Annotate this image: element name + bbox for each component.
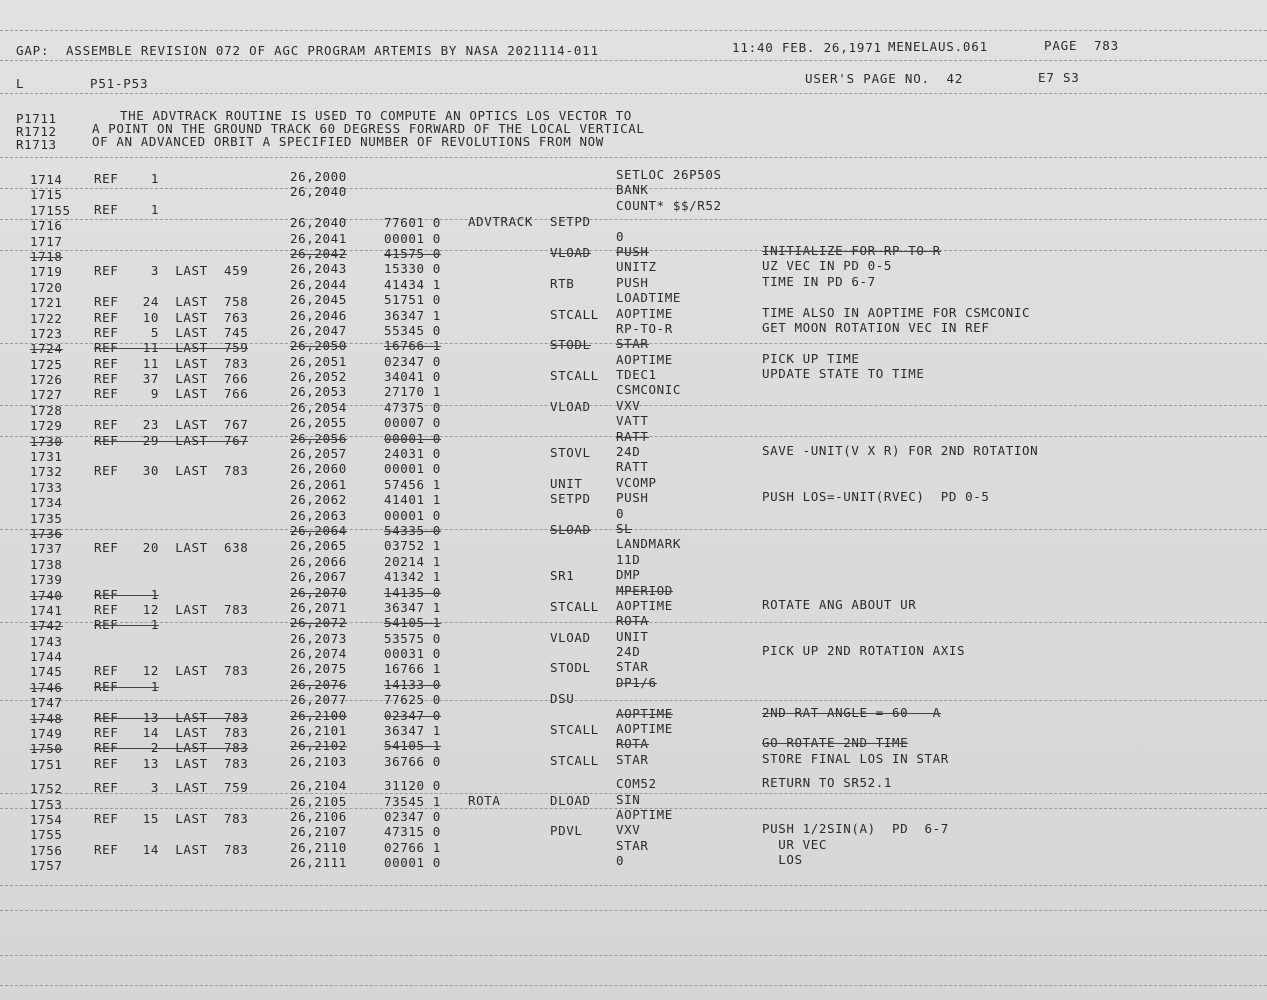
opcode: STCALL: [550, 598, 599, 614]
line-number: 1738: [30, 556, 63, 572]
operand: SIN: [616, 791, 641, 807]
line-comment: RETURN TO SR52.1: [762, 775, 893, 791]
address: 26,2053: [290, 384, 347, 400]
paper-rule: [0, 60, 1267, 62]
operand: AOPTIME: [616, 597, 673, 613]
line-comment: PUSH LOS=-UNIT(RVEC) PD 0-5: [762, 489, 990, 505]
octal-word: 00001 0: [384, 230, 441, 246]
line-number: 1734: [30, 495, 63, 511]
opcode: SETPD: [550, 214, 591, 230]
octal-word: 00001 0: [384, 461, 441, 477]
address: 26,2056: [290, 430, 347, 446]
line-number: 1724: [30, 341, 63, 357]
operand: CSMCONIC: [616, 382, 682, 398]
header-title: GAP: ASSEMBLE REVISION 072 OF AGC PROGRAM ARTEMIS BY NASA 2021114-011: [16, 43, 599, 58]
line-comment: STORE FINAL LOS IN STAR: [762, 750, 949, 766]
line-comment: GET MOON ROTATION VEC IN REF: [762, 319, 990, 335]
operand: RATT: [616, 428, 649, 444]
address: 26,2051: [290, 353, 347, 369]
opcode: STCALL: [550, 752, 599, 768]
address: 26,2047: [290, 322, 347, 338]
octal-word: 24031 0: [384, 446, 441, 462]
address: 26,2041: [290, 230, 347, 246]
operand: 24D: [616, 444, 641, 460]
line-number: 1753: [30, 796, 63, 812]
comment-line-number: R1712: [16, 124, 57, 139]
line-number: 1717: [30, 233, 63, 249]
octal-word: 55345 0: [384, 322, 441, 338]
octal-word: 15330 0: [384, 261, 441, 277]
octal-word: 54335 0: [384, 522, 441, 538]
opcode: PDVL: [550, 823, 583, 839]
line-number: 1745: [30, 664, 63, 680]
line-number: 1721: [30, 295, 63, 311]
address: 26,2075: [290, 661, 347, 677]
operand: 0: [616, 853, 625, 869]
ref-info: REF 14 LAST 783: [94, 725, 249, 741]
octal-word: 02347 0: [384, 707, 441, 723]
ref-info: REF 15 LAST 783: [94, 810, 249, 826]
ref-info: REF 12 LAST 783: [94, 601, 249, 617]
line-comment: UPDATE STATE TO TIME: [762, 366, 925, 382]
opcode: DSU: [550, 691, 575, 707]
paper-rule: [0, 529, 1267, 531]
line-number: 1756: [30, 842, 63, 858]
line-number: 1723: [30, 325, 63, 341]
operand: STAR: [616, 659, 649, 675]
line-number: 1714: [30, 172, 63, 187]
address: 26,2057: [290, 446, 347, 462]
address: 26,2067: [290, 569, 347, 585]
ref-info: REF 3 LAST 759: [94, 780, 249, 796]
line-number: 1746: [30, 679, 63, 695]
ref-info: REF 10 LAST 763: [94, 309, 249, 325]
line-comment: PICK UP 2ND ROTATION AXIS: [762, 643, 966, 659]
address: 26,2103: [290, 753, 347, 769]
ref-info: REF 9 LAST 766: [94, 386, 249, 402]
opcode: STOVL: [550, 445, 591, 461]
ref-info: REF 24 LAST 758: [94, 294, 249, 310]
paper-rule: [0, 955, 1267, 957]
log-section: P51-P53: [90, 76, 149, 91]
operand: LANDMARK: [616, 536, 682, 552]
opcode: STCALL: [550, 306, 599, 322]
opcode: STODL: [550, 337, 591, 353]
operand: 0: [616, 228, 625, 244]
octal-word: 36766 0: [384, 753, 441, 769]
line-comment: ROTATE ANG ABOUT UR: [762, 596, 917, 612]
octal-word: 36347 1: [384, 599, 441, 615]
operand: ROTA: [616, 736, 649, 752]
users-page-number: USER'S PAGE NO. 42: [805, 71, 964, 86]
operand: UNIT: [616, 628, 649, 644]
address: 26,2106: [290, 808, 347, 824]
operand: AOPTIME: [616, 351, 673, 367]
operand: UNITZ: [616, 259, 657, 275]
operand: AOPTIME: [616, 305, 673, 321]
operand: STAR: [616, 336, 649, 352]
octal-word: 03752 1: [384, 538, 441, 554]
ref-info: REF 12 LAST 783: [94, 663, 249, 679]
operand: AOPTIME: [616, 705, 673, 721]
operand: 0: [616, 505, 625, 521]
ref-info: REF 13 LAST 783: [94, 709, 249, 725]
address: 26,2105: [290, 793, 347, 809]
operand: STAR: [616, 837, 649, 853]
octal-word: 51751 0: [384, 292, 441, 308]
header-machine: MENELAUS.061: [888, 39, 988, 54]
line-number: 1752: [30, 781, 63, 797]
octal-word: 31120 0: [384, 778, 441, 794]
address: 26,2071: [290, 599, 347, 615]
address: 26,2040: [290, 184, 347, 200]
line-number: 1735: [30, 510, 63, 526]
opcode: VLOAD: [550, 398, 591, 414]
line-number: 1743: [30, 633, 63, 649]
octal-word: 41434 1: [384, 276, 441, 292]
line-comment: INITIALIZE FOR RP-TO-R: [762, 242, 941, 258]
address: 26,2063: [290, 507, 347, 523]
line-number: 1725: [30, 356, 63, 372]
line-number: 1728: [30, 402, 63, 418]
line-number: 1715: [30, 187, 63, 203]
address: 26,2102: [290, 738, 347, 754]
address: 26,2101: [290, 723, 347, 739]
operand: SETLOC 26P50S: [616, 167, 722, 182]
ref-info: REF 3 LAST 459: [94, 263, 249, 279]
ref-info: REF 5 LAST 745: [94, 324, 249, 340]
operand: DP1/6: [616, 674, 657, 690]
operand: DMP: [616, 567, 641, 583]
line-number: 1749: [30, 726, 63, 742]
opcode: RTB: [550, 275, 575, 291]
octal-word: 47375 0: [384, 399, 441, 415]
octal-word: 77625 0: [384, 692, 441, 708]
line-comment: UR VEC: [762, 836, 828, 852]
ref-info: REF 1: [94, 678, 160, 694]
line-comment: SAVE -UNIT(V X R) FOR 2ND ROTATION: [762, 443, 1039, 459]
address: 26,2050: [290, 338, 347, 354]
paper-rule: [0, 910, 1267, 912]
address: 26,2043: [290, 261, 347, 277]
ref-info: REF 29 LAST 767: [94, 432, 249, 448]
line-number: 1729: [30, 418, 63, 434]
line-number: 1732: [30, 464, 63, 480]
operand: PUSH: [616, 490, 649, 506]
octal-word: 14133 0: [384, 676, 441, 692]
address: 26,2066: [290, 553, 347, 569]
octal-word: 00007 0: [384, 415, 441, 431]
operand: VATT: [616, 413, 649, 429]
operand: ROTA: [616, 613, 649, 629]
address: 26,2061: [290, 476, 347, 492]
octal-word: 41575 0: [384, 245, 441, 261]
address: 26,2104: [290, 778, 347, 794]
line-number: 1742: [30, 618, 63, 634]
line-number: 17155: [30, 202, 71, 218]
address: 26,2077: [290, 692, 347, 708]
address: 26,2074: [290, 646, 347, 662]
operand: COM52: [616, 776, 657, 792]
symbol-label: ROTA: [468, 792, 501, 808]
octal-word: 02766 1: [384, 839, 441, 855]
ref-info: REF 14 LAST 783: [94, 841, 249, 857]
operand: AOPTIME: [616, 806, 673, 822]
ref-info: REF 2 LAST 783: [94, 740, 249, 756]
line-number: 1755: [30, 827, 63, 843]
comment-line-number: R1713: [16, 137, 57, 152]
line-number: 1740: [30, 587, 63, 603]
octal-word: 53575 0: [384, 630, 441, 646]
line-number: 1751: [30, 756, 63, 772]
log-section-letter: L: [16, 76, 25, 91]
line-comment: 2ND RAT ANGLE = 60 - A: [762, 704, 941, 720]
octal-word: 00001 0: [384, 507, 441, 523]
comment-line-text: OF AN ADVANCED ORBIT A SPECIFIED NUMBER OF REVOLUTIONS FROM NOW: [92, 134, 604, 149]
octal-word: 54105 1: [384, 738, 441, 754]
line-number: 1736: [30, 525, 63, 541]
operand: RATT: [616, 459, 649, 475]
opcode: STCALL: [550, 722, 599, 738]
paper-rule: [0, 985, 1267, 987]
revision-tag: E7 S3: [1038, 70, 1080, 85]
ref-info: REF 20 LAST 638: [94, 540, 249, 556]
octal-word: 00001 0: [384, 430, 441, 446]
line-number: 1739: [30, 572, 63, 588]
octal-word: 41342 1: [384, 569, 441, 585]
octal-word: 00031 0: [384, 646, 441, 662]
address: 26,2042: [290, 245, 347, 261]
line-comment: TIME IN PD 6-7: [762, 273, 876, 289]
address: 26,2064: [290, 522, 347, 538]
line-number: 1741: [30, 602, 63, 618]
paper-rule: [0, 30, 1267, 32]
operand: VXV: [616, 397, 641, 413]
operand: SL: [616, 520, 633, 536]
line-comment: TIME ALSO IN AOPTIME FOR CSMCONIC: [762, 304, 1031, 320]
comment-line-text: A POINT ON THE GROUND TRACK 60 DEGRESS FORWARD OF THE LOCAL VERTICAL: [92, 121, 645, 136]
operand: MPERIOD: [616, 582, 673, 598]
octal-word: 02347 0: [384, 808, 441, 824]
line-number: 1726: [30, 372, 63, 388]
line-number: 1716: [30, 218, 63, 234]
address: 26,2000: [290, 169, 347, 184]
address: 26,2107: [290, 824, 347, 840]
operand: COUNT* $$/R52: [616, 197, 722, 213]
operand: TDEC1: [616, 367, 657, 383]
octal-word: 27170 1: [384, 384, 441, 400]
address: 26,2100: [290, 707, 347, 723]
ref-info: REF 11 LAST 759: [94, 340, 249, 356]
paper-rule: [0, 700, 1267, 702]
line-number: 1727: [30, 387, 63, 403]
octal-word: 16766 1: [384, 338, 441, 354]
line-comment: GO ROTATE 2ND TIME: [762, 735, 909, 751]
paper-rule: [0, 885, 1267, 887]
line-number: 1757: [30, 858, 63, 874]
address: 26,2055: [290, 415, 347, 431]
ref-info: REF 1: [94, 171, 160, 186]
ref-info: REF 1: [94, 586, 160, 602]
header-datetime: 11:40 FEB. 26,1971: [732, 40, 882, 55]
operand: 11D: [616, 551, 641, 567]
address: 26,2073: [290, 630, 347, 646]
ref-info: REF 1: [94, 617, 160, 633]
address: 26,2040: [290, 215, 347, 231]
line-number: 1744: [30, 649, 63, 665]
operand: STAR: [616, 751, 649, 767]
paper-rule: [0, 93, 1267, 95]
line-number: 1719: [30, 264, 63, 280]
address: 26,2111: [290, 855, 347, 871]
header-page-number: PAGE 783: [1044, 38, 1119, 53]
octal-word: 41401 1: [384, 492, 441, 508]
line-number: 1733: [30, 479, 63, 495]
address: 26,2070: [290, 584, 347, 600]
address: 26,2072: [290, 615, 347, 631]
octal-word: 77601 0: [384, 215, 441, 231]
octal-word: 16766 1: [384, 661, 441, 677]
address: 26,2062: [290, 492, 347, 508]
operand: LOADTIME: [616, 290, 682, 306]
address: 26,2052: [290, 369, 347, 385]
operand: AOPTIME: [616, 721, 673, 737]
octal-word: 02347 0: [384, 353, 441, 369]
line-number: 1718: [30, 248, 63, 264]
comment-line-number: P1711: [16, 111, 57, 126]
line-comment: PUSH 1/2SIN(A) PD 6-7: [762, 821, 949, 837]
ref-info: REF 37 LAST 766: [94, 371, 249, 387]
opcode: VLOAD: [550, 629, 591, 645]
octal-word: 20214 1: [384, 553, 441, 569]
ref-info: REF 1: [94, 201, 160, 217]
paper-rule: [0, 219, 1267, 221]
opcode: STCALL: [550, 368, 599, 384]
octal-word: 14135 0: [384, 584, 441, 600]
operand: PUSH: [616, 274, 649, 290]
ref-info: REF 23 LAST 767: [94, 417, 249, 433]
line-number: 1730: [30, 433, 63, 449]
line-number: 1722: [30, 310, 63, 326]
line-number: 1750: [30, 741, 63, 757]
address: 26,2110: [290, 839, 347, 855]
paper-rule: [0, 157, 1267, 159]
address: 26,2065: [290, 538, 347, 554]
operand: 24D: [616, 644, 641, 660]
operand: VCOMP: [616, 474, 657, 490]
symbol-label: ADVTRACK: [468, 214, 534, 230]
address: 26,2060: [290, 461, 347, 477]
octal-word: 47315 0: [384, 824, 441, 840]
line-number: 1754: [30, 811, 63, 827]
line-number: 1731: [30, 449, 63, 465]
opcode: UNIT: [550, 475, 583, 491]
operand: RP-TO-R: [616, 320, 673, 336]
line-comment: PICK UP TIME: [762, 350, 860, 366]
line-number: 1748: [30, 710, 63, 726]
opcode: SR1: [550, 568, 575, 584]
opcode: STODL: [550, 660, 591, 676]
line-comment: UZ VEC IN PD 0-5: [762, 258, 893, 274]
comment-line-text: THE ADVTRACK ROUTINE IS USED TO COMPUTE AN OPTICS LOS VECTOR TO: [120, 108, 632, 123]
line-number: 1737: [30, 541, 63, 557]
octal-word: 54105 1: [384, 615, 441, 631]
octal-word: 73545 1: [384, 793, 441, 809]
address: 26,2044: [290, 276, 347, 292]
address: 26,2046: [290, 307, 347, 323]
opcode: DLOAD: [550, 792, 591, 808]
octal-word: 36347 1: [384, 307, 441, 323]
address: 26,2054: [290, 399, 347, 415]
octal-word: 34041 0: [384, 369, 441, 385]
address: 26,2076: [290, 676, 347, 692]
opcode: SETPD: [550, 491, 591, 507]
operand: VXV: [616, 822, 641, 838]
operand: PUSH: [616, 243, 649, 259]
ref-info: REF 11 LAST 783: [94, 355, 249, 371]
opcode: VLOAD: [550, 244, 591, 260]
line-comment: LOS: [762, 852, 803, 868]
operand: BANK: [616, 182, 649, 198]
address: 26,2045: [290, 292, 347, 308]
line-number: 1720: [30, 279, 63, 295]
opcode: SLOAD: [550, 521, 591, 537]
ref-info: REF 13 LAST 783: [94, 755, 249, 771]
octal-word: 36347 1: [384, 723, 441, 739]
octal-word: 57456 1: [384, 476, 441, 492]
line-number: 1747: [30, 695, 63, 711]
octal-word: 00001 0: [384, 855, 441, 871]
ref-info: REF 30 LAST 783: [94, 463, 249, 479]
